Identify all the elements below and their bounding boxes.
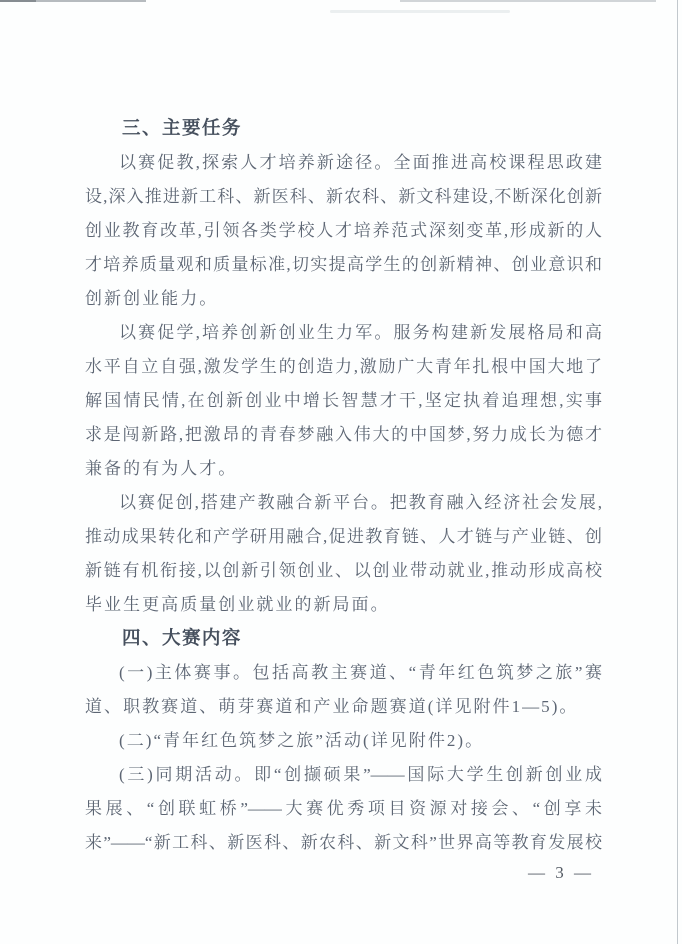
body-line: 创业教育改革,引领各类学校人才培养范式深刻变革,形成新的人	[85, 221, 602, 240]
scan-edge-artifact-top-left	[0, 0, 36, 2]
body-line: 毕业生更高质量创业就业的新局面。	[85, 595, 390, 614]
body-line: 求是闯新路,把激昂的青春梦融入伟大的中国梦,努力成长为德才	[85, 425, 602, 444]
body-line: 创新创业能力。	[85, 289, 219, 308]
body-line: 兼备的有为人才。	[85, 459, 238, 478]
body-line: 设,深入推进新工科、新医科、新农科、新文科建设,不断深化创新	[85, 187, 602, 206]
section-heading-4: 四、大赛内容	[122, 629, 242, 649]
body-line: 解国情民情,在创新创业中增长智慧才干,坚定执着追理想,实事	[85, 391, 602, 410]
scan-smudge	[330, 10, 510, 13]
body-line: 以赛促学,培养创新创业生力军。服务构建新发展格局和高	[119, 323, 602, 342]
body-line: 新链有机衔接,以创新引领创业、以创业带动就业,推动形成高校	[85, 561, 602, 580]
body-line: 来”——“新工科、新医科、新农科、新文科”世界高等教育发展校	[85, 833, 602, 852]
page-number: — 3 —	[528, 863, 594, 882]
scan-edge-artifact-top-right	[400, 0, 656, 2]
body-line: 推动成果转化和产学研用融合,促进教育链、人才链与产业链、创	[85, 527, 602, 546]
body-line: 道、职教赛道、萌芽赛道和产业命题赛道(详见附件1—5)。	[85, 697, 579, 716]
section-heading-3: 三、主要任务	[122, 119, 242, 139]
body-line: (二)“青年红色筑梦之旅”活动(详见附件2)。	[119, 731, 485, 750]
body-line: 才培养质量观和质量标准,切实提高学生的创新精神、创业意识和	[85, 255, 602, 274]
body-line: 水平自立自强,激发学生的创造力,激励广大青年扎根中国大地了	[85, 357, 602, 376]
scan-edge-artifact-right	[677, 0, 678, 944]
body-line: (三)同期活动。即“创撷硕果”——国际大学生创新创业成	[119, 765, 602, 784]
body-line: 果展、“创联虹桥”——大赛优秀项目资源对接会、“创享未	[85, 799, 602, 818]
body-line: 以赛促创,搭建产教融合新平台。把教育融入经济社会发展,	[119, 493, 602, 512]
scan-edge-artifact-top-mid	[36, 0, 146, 2]
document-body	[85, 112, 602, 860]
body-line: (一)主体赛事。包括高教主赛道、“青年红色筑梦之旅”赛	[119, 663, 602, 682]
body-line: 以赛促教,探索人才培养新途径。全面推进高校课程思政建	[119, 153, 602, 172]
